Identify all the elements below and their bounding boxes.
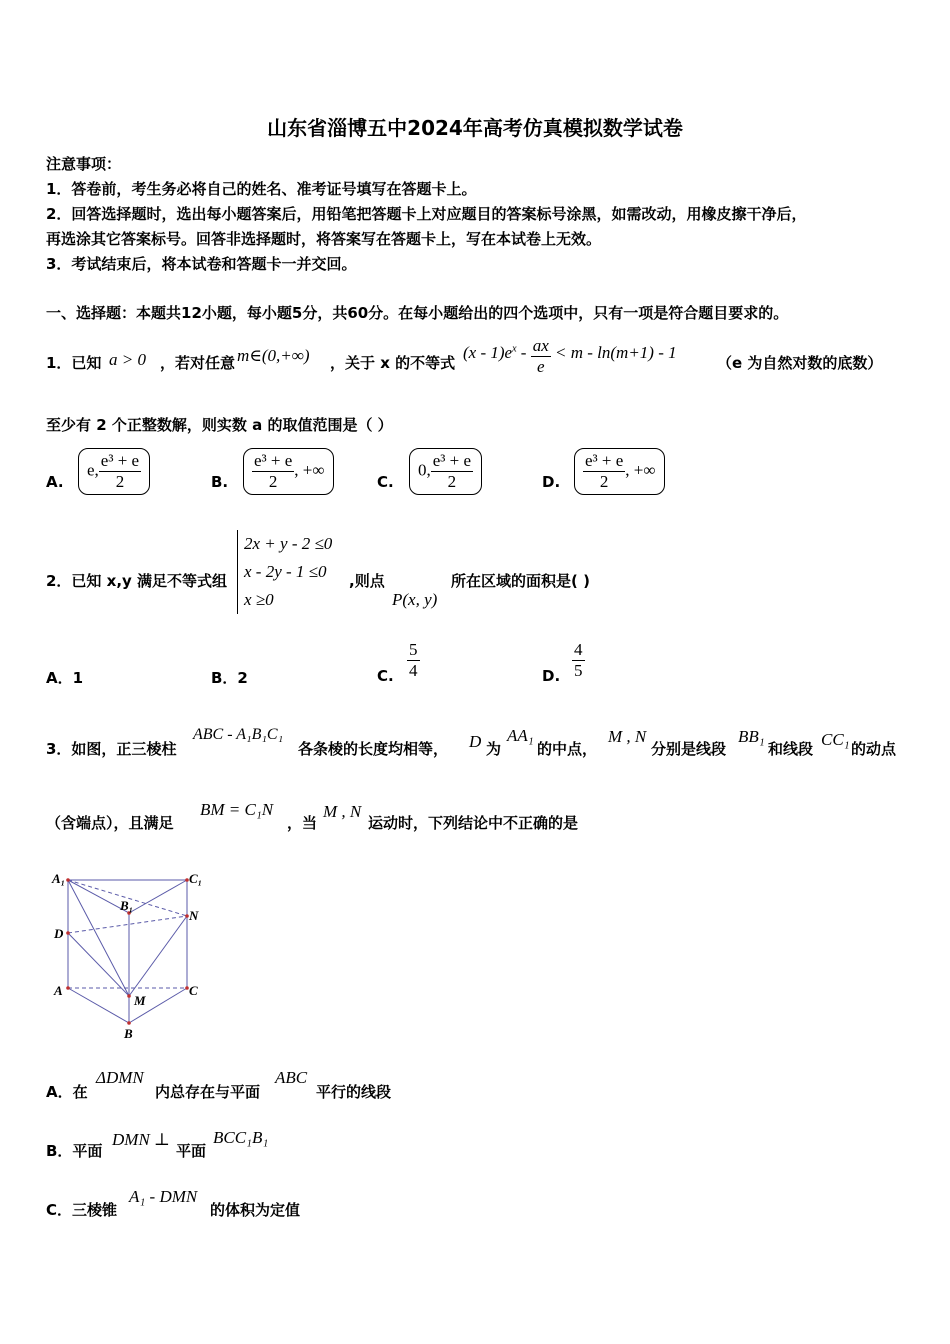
q3-m1: ABC - A₁B₁C₁ (193, 726, 284, 743)
q3-option-c-label: C．三棱锥 (46, 1201, 118, 1219)
label-b: B (124, 1026, 133, 1041)
q3-option-b-m2[interactable]: BCC₁B₁ (213, 1128, 269, 1147)
q3-t1: 3．如图，正三棱柱 (46, 740, 177, 758)
q1-option-c-label: C. (377, 473, 394, 491)
q3-t7: 的动点 (851, 740, 897, 758)
notice-item-2-cont: 再选涂其它答案标号。回答非选择题时，将答案写在答题卡上，写在本试卷上无效。 (46, 230, 602, 248)
q3-option-b-mid: 平面 (176, 1142, 207, 1160)
page-title: 山东省淄博五中2024年高考仿真模拟数学试卷 (267, 116, 683, 140)
q3-l2c: 运动时，下列结论中不正确的是 (368, 814, 579, 832)
q2-option-d[interactable]: $\frac{4}{5}$ (574, 640, 583, 680)
label-b1: B₁ (120, 898, 134, 913)
q1-option-b-label: B. (211, 473, 229, 491)
label-a: A (54, 983, 63, 998)
label-m: M (134, 993, 146, 1008)
q3-l2b: ，当 (287, 814, 318, 832)
q3-t6: 和线段 (768, 740, 814, 758)
label-c1: C₁ (189, 871, 203, 886)
label-a1: A₁ (52, 871, 66, 886)
q2-option-c-label: C. (377, 667, 394, 685)
q2-row-2: x - 2y - 1 ≤0 (244, 562, 327, 581)
section-heading: 一、选择题：本题共12小题，每小题5分，共60分。在每小题给出的四个选项中，只有一项是符合题目要求的。 (46, 304, 789, 322)
q3-t4: 的中点， (537, 740, 598, 758)
q1-option-a[interactable]: e, $\frac{\text{e³ + e}}{2}$ (78, 448, 150, 495)
q2-option-a[interactable]: A．1 (46, 669, 84, 687)
q3-option-a-label: A．在 (46, 1083, 88, 1101)
label-n: N (189, 908, 199, 923)
prism-figure (48, 866, 208, 1046)
q3-option-c-mid[interactable]: 的体积为定值 (210, 1201, 301, 1219)
q1-mid1: ，若对任意 (160, 354, 236, 372)
q3-option-b-m: DMN ⊥ (112, 1130, 171, 1149)
notice-item-2: 2．回答选择题时，选出每小题答案后，用铅笔把答题卡上对应题目的答案标号涂黑，如需改动，用橡皮擦干净后， (46, 205, 807, 223)
q1-option-c[interactable]: 0, $\frac{\text{e³ + e}}{2}$ (409, 448, 482, 495)
q1-prefix: 1．已知 (46, 354, 102, 372)
q2-prefix: 2．已知 x,y 满足不等式组 (46, 572, 228, 590)
q3-m2: D (469, 732, 482, 751)
q1-option-d-label: D. (542, 473, 561, 491)
q1-line2: 至少有 2 个正整数解，则实数 a 的取值范围是（ ） (46, 416, 393, 434)
q3-l2a: （含端点），且满足 (46, 814, 174, 832)
q2-option-b[interactable]: B．2 (211, 669, 248, 687)
q3-m4: M , N (608, 727, 647, 746)
q1-inequality: $(x - 1)e^x$ - $\frac{ax}{e}$ < m - ln(m+1) - 1 (463, 336, 677, 376)
q2-option-d-label: D. (542, 667, 561, 685)
q3-option-a-end[interactable]: 平行的线段 (316, 1083, 392, 1101)
q3-t2: 各条棱的长度均相等， (298, 740, 449, 758)
q3-option-c-m: A₁ - DMN (129, 1187, 198, 1206)
q2-point: P(x, y) (392, 590, 438, 609)
q1-cond1: a > 0 (109, 350, 146, 369)
q2-system (237, 530, 332, 614)
label-d: D (54, 926, 64, 941)
notice-item-1: 1．答卷前，考生务必将自己的姓名、准考证号填写在答题卡上。 (46, 180, 477, 198)
q3-option-b-label: B．平面 (46, 1142, 103, 1160)
q2-option-c[interactable]: $\frac{5}{4}$ (409, 640, 418, 680)
q3-m3: AA₁ (507, 726, 534, 745)
q2-suffix: 所在区域的面积是( ) (451, 572, 590, 590)
label-c: C (189, 983, 198, 998)
q2-row-3: x ≥0 (244, 590, 274, 609)
q2-row-1: 2x + y - 2 ≤0 (244, 534, 333, 553)
q3-t3: 为 (486, 740, 502, 758)
q3-m6: CC₁ (821, 730, 850, 749)
q3-m5: BB₁ (738, 727, 765, 746)
q1-note: （e 为自然对数的底数） (717, 354, 883, 372)
q3-l2m2: M , N (323, 802, 362, 821)
q1-mid2: ，关于 x 的不等式 (330, 354, 456, 372)
q3-l2m: BM = C₁N (200, 800, 274, 819)
q1-option-a-label: A. (46, 473, 64, 491)
notice-heading: 注意事项： (46, 155, 122, 173)
q2-mid: ,则点 (349, 572, 385, 590)
q3-option-a-m: ΔDMN (96, 1068, 144, 1087)
notice-item-3: 3．考试结束后，将本试卷和答题卡一并交回。 (46, 255, 357, 273)
q3-t5: 分别是线段 (651, 740, 727, 758)
q1-option-d[interactable]: $\frac{\text{e³ + e}}{2}$ , +∞ (574, 448, 665, 495)
q1-option-b[interactable]: $\frac{\text{e³ + e}}{2}$ , +∞ (243, 448, 334, 495)
q3-option-a-m2: ABC (275, 1068, 308, 1087)
q1-cond2: m∈(0,+∞) (237, 346, 310, 365)
q3-option-a-mid: 内总存在与平面 (155, 1083, 261, 1101)
